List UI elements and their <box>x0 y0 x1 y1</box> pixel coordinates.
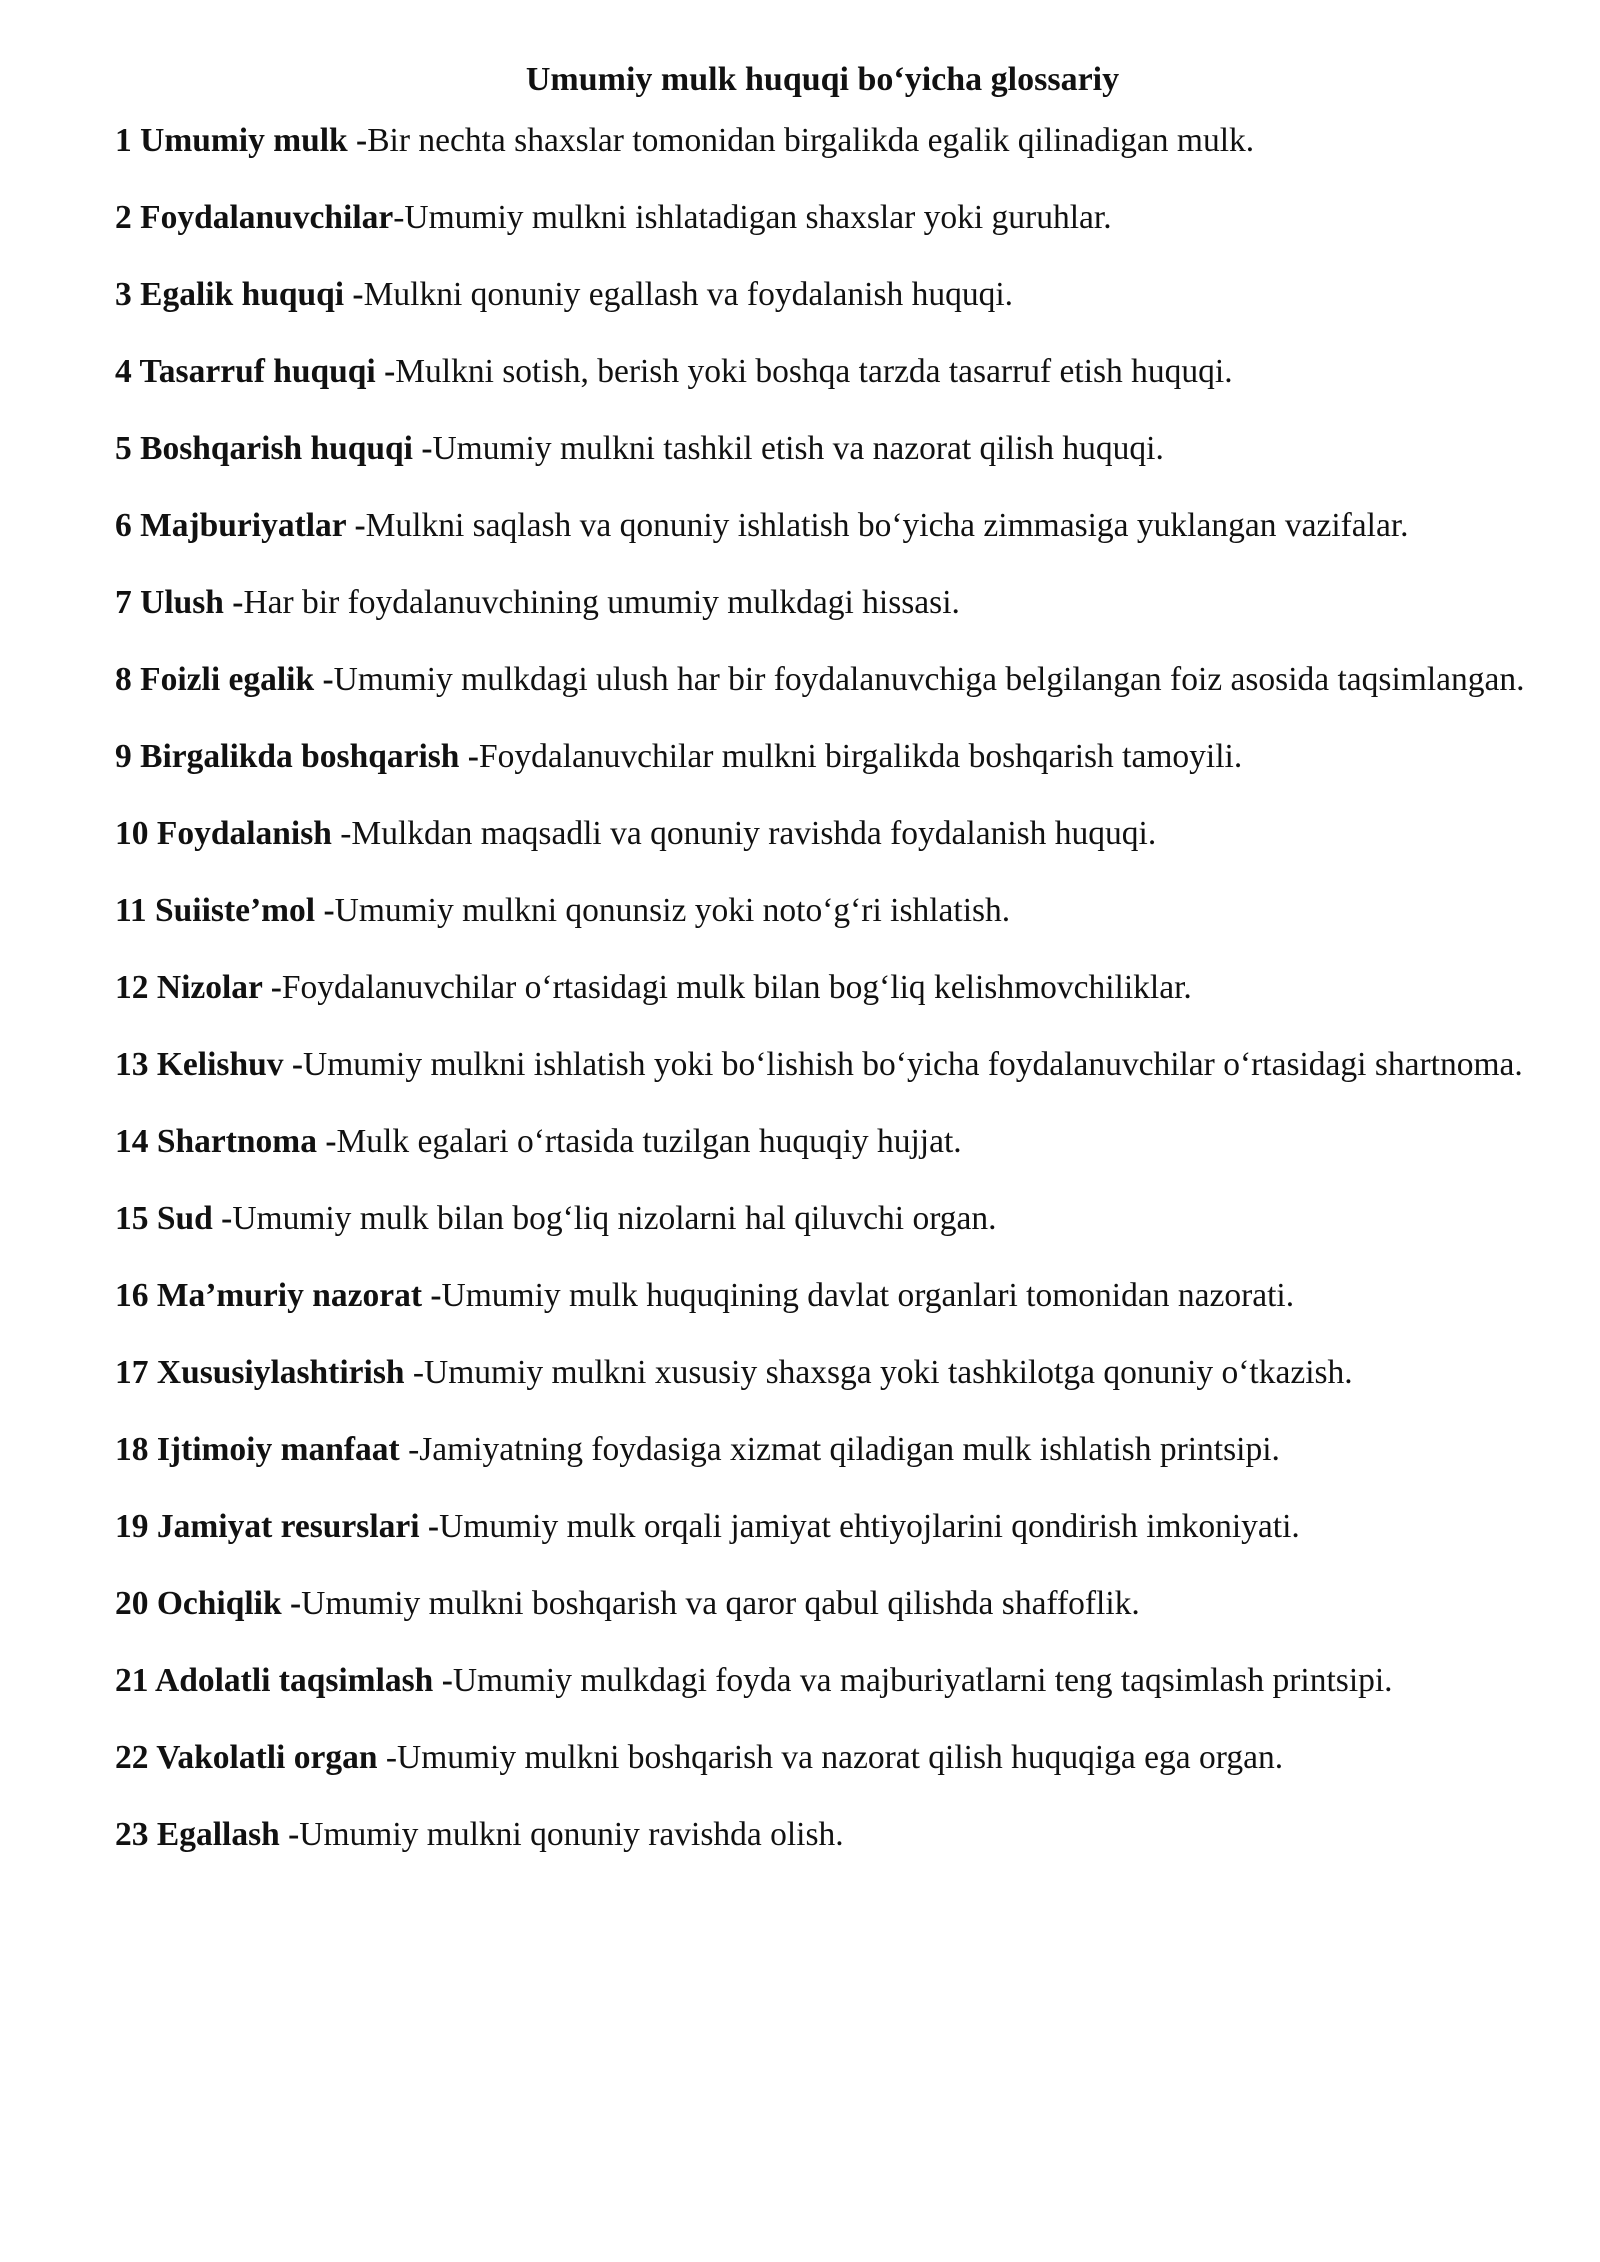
document-title: Umumiy mulk huquqi bo‘yicha glossariy <box>525 61 1120 98</box>
glossary-list <box>115 116 1530 1860</box>
glossary-entry <box>115 1425 1530 1475</box>
glossary-definition: Umumiy mulk huquqining davlat organlari tomonidan nazorati. <box>441 1277 1295 1314</box>
glossary-entry <box>115 1194 1530 1244</box>
glossary-entry <box>115 424 1530 474</box>
glossary-entry <box>115 1656 1530 1706</box>
glossary-definition: Umumiy mulkni ishlatish yoki bo‘lishish bo‘yicha foydalanuvchilar o‘rtasidagi shartnoma. <box>303 1046 1523 1083</box>
glossary-definition: Bir nechta shaxslar tomonidan birgalikda egalik qilinadigan mulk. <box>367 122 1255 159</box>
glossary-term: 15 Sud - <box>115 1200 233 1237</box>
glossary-term: 21 Adolatli taqsimlash - <box>115 1662 453 1699</box>
glossary-entry <box>115 270 1530 320</box>
glossary-term: 9 Birgalikda boshqarish - <box>115 738 479 775</box>
glossary-entry <box>115 809 1530 859</box>
glossary-entry <box>115 732 1530 782</box>
glossary-entry <box>115 1810 1530 1860</box>
glossary-entry <box>115 1348 1530 1398</box>
glossary-term: 18 Ijtimoiy manfaat <box>115 1431 400 1468</box>
glossary-definition: Umumiy mulkdagi foyda va majburiyatlarni teng taqsimlash printsipi. <box>452 1662 1393 1699</box>
glossary-entry <box>115 1117 1530 1167</box>
glossary-entry <box>115 886 1530 936</box>
glossary-definition: Mulk egalari o‘rtasida tuzilgan huquqiy hujjat. <box>336 1123 962 1160</box>
glossary-entry <box>115 578 1530 628</box>
glossary-entry <box>115 1579 1530 1629</box>
glossary-term: 19 Jamiyat resurslari - <box>115 1508 440 1545</box>
glossary-entry <box>115 963 1530 1013</box>
glossary-term: 4 Tasarruf huquqi - <box>115 353 396 390</box>
glossary-entry <box>115 501 1530 551</box>
glossary-definition: Umumiy mulkdagi ulush har bir foydalanuvchiga belgilangan foiz asosida taqsimlangan. <box>333 661 1525 698</box>
glossary-definition: Umumiy mulkni qonuniy ravishda olish. <box>299 1816 844 1853</box>
glossary-term: 12 Nizolar - <box>115 969 282 1006</box>
glossary-term: 20 Ochiqlik - <box>115 1585 302 1622</box>
glossary-definition: -Umumiy mulkni boshqarish va nazorat qilish huquqiga ega organ. <box>377 1739 1284 1776</box>
glossary-term: 11 Suiiste’mol - <box>115 892 335 929</box>
glossary-entry <box>115 655 1530 705</box>
glossary-definition: Foydalanuvchilar mulkni birgalikda boshqarish tamoyili. <box>478 738 1243 775</box>
glossary-term: 8 Foizli egalik - <box>115 661 334 698</box>
glossary-term: 1 Umumiy mulk - <box>115 122 368 159</box>
glossary-definition: Mulkni qonuniy egallash va foydalanish huquqi. <box>363 276 1014 313</box>
glossary-entry <box>115 1502 1530 1552</box>
glossary-term: 16 Ma’muriy nazorat - <box>115 1277 442 1314</box>
glossary-term: 2 Foydalanuvchilar <box>115 199 394 236</box>
glossary-term: 7 Ulush - <box>115 584 244 621</box>
glossary-term: 13 Kelishuv - <box>115 1046 303 1083</box>
glossary-term: 22 Vakolatli organ <box>115 1739 378 1776</box>
glossary-definition: Umumiy mulk bilan bog‘liq nizolarni hal qiluvchi organ. <box>232 1200 997 1237</box>
glossary-definition: Har bir foydalanuvchining umumiy mulkdagi hissasi. <box>243 584 960 621</box>
glossary-term: 23 Egallash - <box>115 1816 300 1853</box>
glossary-entry <box>115 1733 1530 1783</box>
glossary-definition: -Umumiy mulkni ishlatadigan shaxslar yoki guruhlar. <box>393 199 1112 236</box>
glossary-definition: -Umumiy mulkni xususiy shaxsga yoki tashkilotga qonuniy o‘tkazish. <box>404 1354 1353 1391</box>
glossary-entry <box>115 1040 1530 1090</box>
glossary-definition: Mulkni saqlash va qonuniy ishlatish bo‘yicha zimmasiga yuklangan vazifalar. <box>365 507 1409 544</box>
glossary-definition: -Mulkdan maqsadli va qonuniy ravishda foydalanish huquqi. <box>331 815 1157 852</box>
glossary-entry <box>115 347 1530 397</box>
glossary-definition: Umumiy mulkni qonunsiz yoki noto‘g‘ri ishlatish. <box>334 892 1011 929</box>
glossary-term: 5 Boshqarish huquqi - <box>115 430 433 467</box>
glossary-entry <box>115 1271 1530 1321</box>
glossary-term: 14 Shartnoma - <box>115 1123 337 1160</box>
glossary-term: 6 Majburiyatlar - <box>115 507 366 544</box>
glossary-definition: Foydalanuvchilar o‘rtasidagi mulk bilan bog‘liq kelishmovchiliklar. <box>281 969 1192 1006</box>
glossary-definition: Umumiy mulk orqali jamiyat ehtiyojlarini qondirish imkoniyati. <box>439 1508 1300 1545</box>
glossary-definition: Umumiy mulkni tashkil etish va nazorat qilish huquqi. <box>432 430 1164 467</box>
glossary-definition: Umumiy mulkni boshqarish va qaror qabul qilishda shaffoflik. <box>301 1585 1140 1622</box>
glossary-term: 3 Egalik huquqi - <box>115 276 364 313</box>
glossary-entry <box>115 116 1530 166</box>
glossary-definition: -Jamiyatning foydasiga xizmat qiladigan mulk ishlatish printsipi. <box>399 1431 1280 1468</box>
glossary-term: 17 Xususiylashtirish <box>115 1354 405 1391</box>
glossary-definition: Mulkni sotish, berish yoki boshqa tarzda tasarruf etish huquqi. <box>395 353 1233 390</box>
glossary-entry <box>115 193 1530 243</box>
glossary-term: 10 Foydalanish <box>115 815 332 852</box>
